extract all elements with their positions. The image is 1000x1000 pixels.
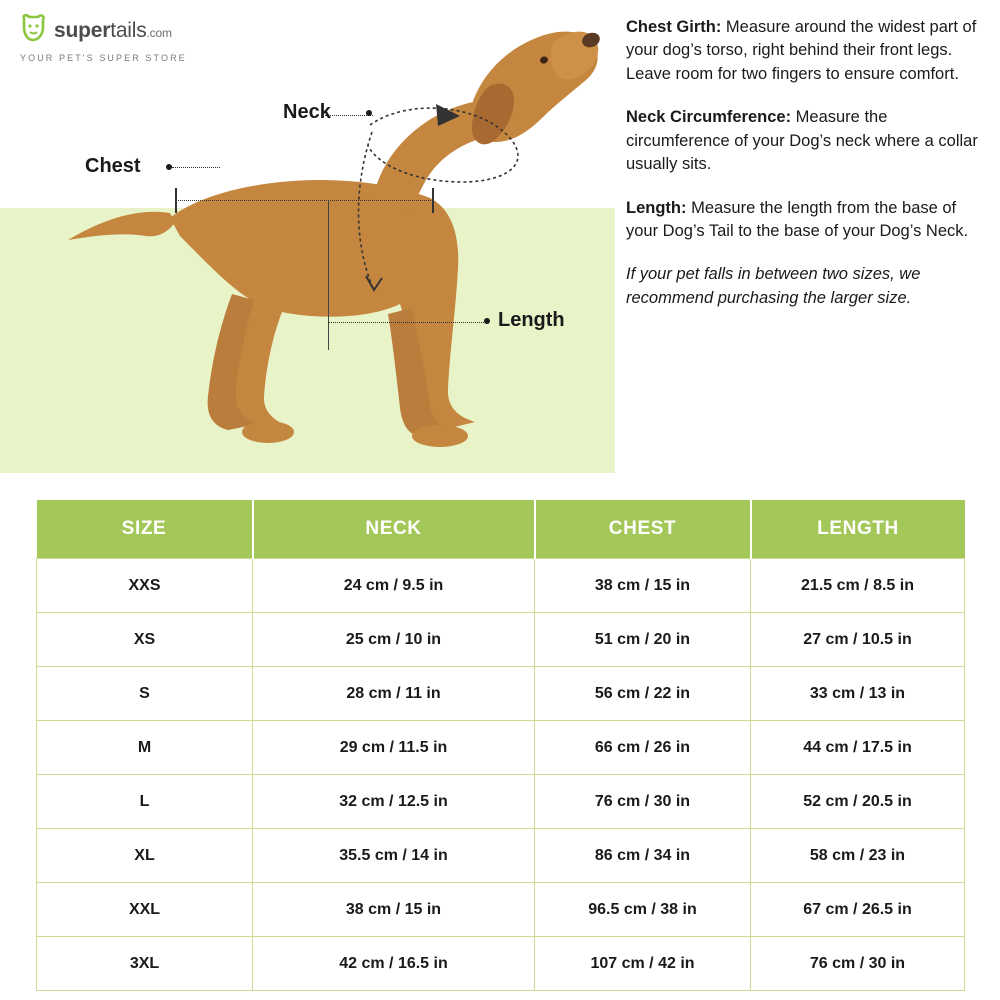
cell-neck: 28 cm / 11 in [253, 667, 535, 721]
instruction-neck [626, 106, 986, 176]
table-row [37, 883, 965, 937]
logo-dotcom: .com [146, 26, 172, 40]
instruction-neck-term: Neck Circumference: [626, 108, 792, 127]
instruction-chest-text: Measure around the widest part of your dog’s torso, right behind their front legs. Leave room for two fingers to ensure comfort. [626, 18, 977, 83]
cell-neck: 24 cm / 9.5 in [253, 559, 535, 613]
cell-chest: 38 cm / 15 in [535, 559, 751, 613]
cell-chest: 51 cm / 20 in [535, 613, 751, 667]
cell-chest: 56 cm / 22 in [535, 667, 751, 721]
instruction-length-text: Measure the length from the base of your Dog’s Tail to the base of your Dog’s Neck. [626, 198, 969, 240]
instruction-length-term: Length: [626, 198, 687, 217]
cell-length: 52 cm / 20.5 in [751, 775, 965, 829]
table-row [37, 721, 965, 775]
cell-size: XS [37, 613, 253, 667]
chest-leader-line [172, 167, 220, 168]
length-callout-dot [484, 318, 490, 324]
instruction-neck-text: Measure the circumference of your Dog’s neck where a collar usually sits. [626, 108, 978, 174]
neck-label: Neck [283, 101, 331, 123]
size-table [36, 500, 965, 991]
neck-measure-arrow [310, 90, 550, 320]
instructions-column [626, 16, 986, 331]
cell-neck: 29 cm / 11.5 in [253, 721, 535, 775]
cell-neck: 32 cm / 12.5 in [253, 775, 535, 829]
header-chest: CHEST [535, 500, 751, 559]
logo-tagline: YOUR PET'S SUPER STORE [20, 53, 187, 63]
table-header-row [37, 500, 965, 559]
cell-length: 21.5 cm / 8.5 in [751, 559, 965, 613]
table-row [37, 667, 965, 721]
neck-leader-line [325, 115, 373, 116]
cell-neck: 35.5 cm / 14 in [253, 829, 535, 883]
cell-length: 67 cm / 26.5 in [751, 883, 965, 937]
cell-size: L [37, 775, 253, 829]
cell-size: S [37, 667, 253, 721]
cell-length: 33 cm / 13 in [751, 667, 965, 721]
header-length: LENGTH [751, 500, 965, 559]
instruction-chest [626, 16, 986, 86]
logo-word-super: super [54, 19, 111, 42]
cell-size: XL [37, 829, 253, 883]
cell-size: XXL [37, 883, 253, 937]
length-label: Length [498, 309, 565, 331]
header-size: SIZE [37, 500, 253, 559]
instruction-chest-term: Chest Girth: [626, 18, 722, 36]
cell-size: XXS [37, 559, 253, 613]
chest-measure-line [175, 200, 433, 201]
size-table-wrapper [36, 500, 964, 991]
sizing-note: If your pet falls in between two sizes, we recommend purchasing the larger size. [626, 265, 921, 308]
cell-neck: 38 cm / 15 in [253, 883, 535, 937]
cell-neck: 42 cm / 16.5 in [253, 937, 535, 991]
logo-word-tails: tails [110, 19, 147, 42]
header-neck: NECK [253, 500, 535, 559]
cell-chest: 107 cm / 42 in [535, 937, 751, 991]
instruction-length [626, 197, 986, 244]
size-table-body [37, 559, 965, 991]
table-row [37, 559, 965, 613]
cell-length: 27 cm / 10.5 in [751, 613, 965, 667]
cell-neck: 25 cm / 10 in [253, 613, 535, 667]
length-measure-vertical [328, 200, 329, 350]
cell-size: 3XL [37, 937, 253, 991]
cell-chest: 76 cm / 30 in [535, 775, 751, 829]
length-measure-line [328, 322, 486, 323]
table-row [37, 829, 965, 883]
cell-length: 44 cm / 17.5 in [751, 721, 965, 775]
table-row [37, 937, 965, 991]
table-row [37, 613, 965, 667]
cell-chest: 66 cm / 26 in [535, 721, 751, 775]
chest-callout-dot [166, 164, 172, 170]
chest-measure-cap-left [175, 188, 177, 213]
size-table-head [37, 500, 965, 559]
chest-measure-cap-right [432, 188, 434, 213]
cell-chest: 86 cm / 34 in [535, 829, 751, 883]
diagram-section [0, 0, 1000, 480]
chest-label: Chest [85, 155, 141, 177]
neck-callout-dot [366, 110, 372, 116]
cell-chest: 96.5 cm / 38 in [535, 883, 751, 937]
table-row [37, 775, 965, 829]
cell-length: 76 cm / 30 in [751, 937, 965, 991]
cell-size: M [37, 721, 253, 775]
cell-length: 58 cm / 23 in [751, 829, 965, 883]
